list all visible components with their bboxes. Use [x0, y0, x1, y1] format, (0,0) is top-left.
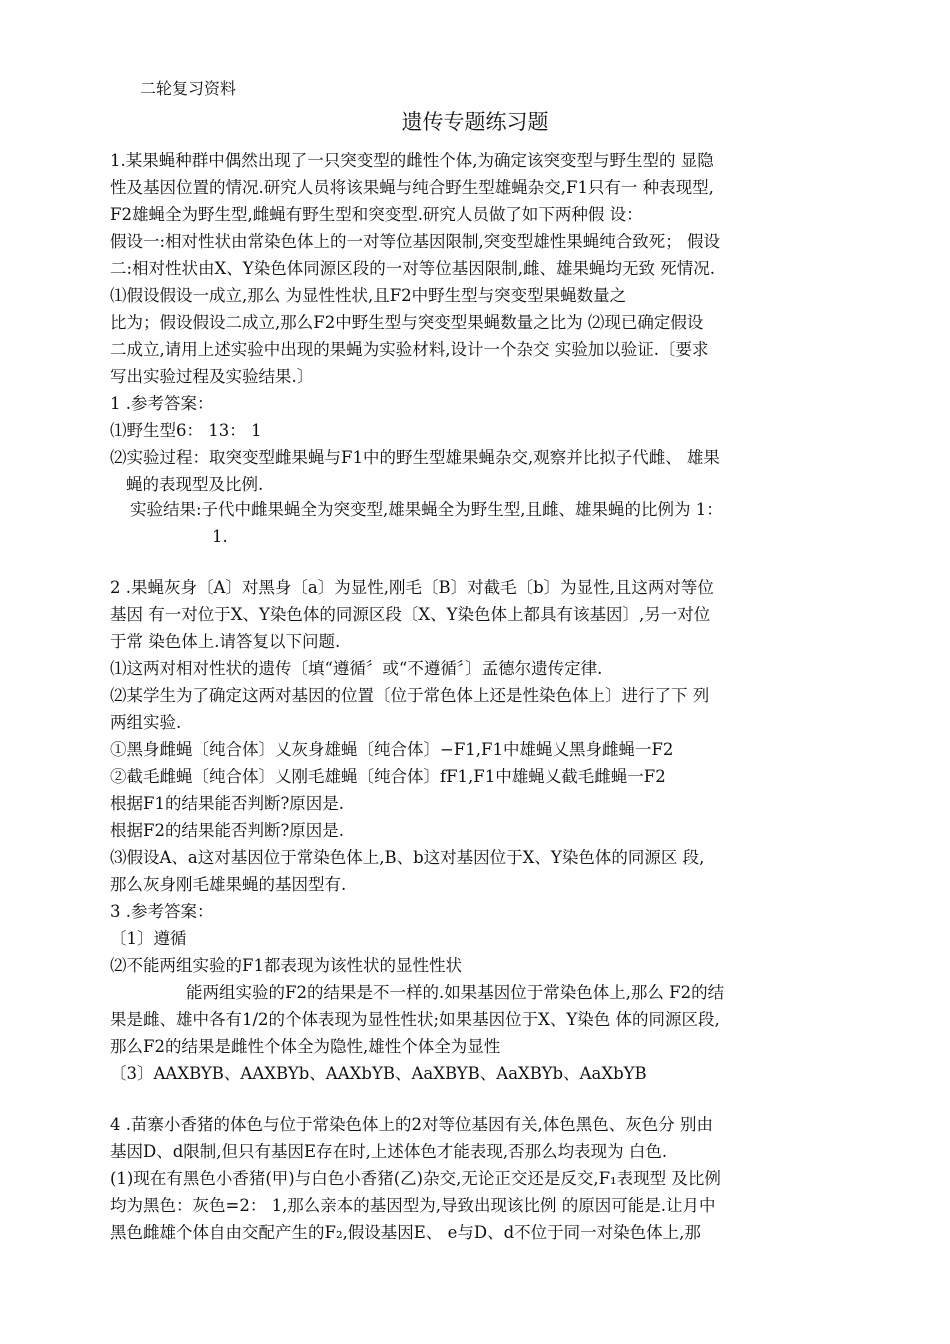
answer-heading: 3 .参考答案： — [110, 902, 214, 921]
text-line: 果是雌、雄中各有1/2的个体表现为显性性状;如果基因位于X、Y染色 体的同源区段, — [110, 1010, 720, 1029]
text-line: 基因D、d限制,但只有基因E存在时,上述体色才能表现,否那么均表现为 白色. — [110, 1142, 668, 1161]
page-title: 遗传专题练习题 — [401, 110, 549, 134]
text-line: 那么F2的结果是雌性个体全为隐性,雄性个体全为显性 — [110, 1037, 501, 1056]
text-line: 根据F2的结果能否判断?原因是. — [110, 821, 345, 840]
text-line: 基因 有一对位于X、Y染色体的同源区段〔X、Y染色体上都具有该基因〕,另一对位 — [110, 605, 711, 624]
text-line: 能两组实验的F2的结果是不一样的.如果基因位于常染色体上,那么 F2的结 — [186, 983, 725, 1002]
text-line: 二成立,请用上述实验中出现的果蝇为实验材料,设计一个杂交 实验加以验证.〔要求 — [110, 340, 709, 359]
text-line: F2雄蝇全为野生型,雌蝇有野生型和突变型.研究人员做了如下两种假 设： — [110, 205, 643, 224]
text-line: 1.某果蝇种群中偶然出现了一只突变型的雌性个体,为确定该突变型与野生型的 显隐 — [110, 151, 714, 170]
text-line: 1. — [212, 527, 228, 546]
text-line: ⑶假设A、a这对基因位于常染色体上,B、b这对基因位于X、Y染色体的同源区 段, — [110, 848, 705, 867]
text-line: 假设一:相对性状由常染色体上的一对等位基因限制,突变型雄性果蝇纯合致死； 假设 — [110, 232, 721, 251]
text-line: ①黑身雌蝇〔纯合体〕乂灰身雄蝇〔纯合体〕−F1,F1中雄蝇乂黑身雌蝇一F2 — [110, 740, 674, 759]
text-line: (1)现在有黑色小香猪(甲)与白色小香猪(乙)杂交,无论正交还是反交,F₁表现型 及比例 — [110, 1169, 721, 1188]
text-line: 性及基因位置的情况.研究人员将该果蝇与纯合野生型雄蝇杂交,F1只有一 种表现型, — [110, 178, 714, 197]
text-line: 二:相对性状由X、Y染色体同源区段的一对等位基因限制,雌、雄果蝇均无致 死情况. — [110, 259, 715, 278]
text-line: 〔1〕遵循 — [110, 929, 187, 948]
text-line: ⑵某学生为了确定这两对基因的位置〔位于常色体上还是性染色体上〕进行了下 列 — [110, 686, 710, 705]
text-line: ⑴野生型6： 13： 1 — [110, 421, 262, 440]
text-line: 于常 染色体上.请答复以下问题. — [110, 632, 341, 651]
text-line: ②截毛雌蝇〔纯合体〕乂刚毛雄蝇〔纯合体〕fF1,F1中雄蝇乂截毛雌蝇一F2 — [110, 767, 666, 786]
text-line: 蝇的表现型及比例. — [126, 475, 264, 494]
text-line: 实验结果:子代中雌果蝇全为突变型,雄果蝇全为野生型,且雌、雄果蝇的比例为 1： — [130, 500, 723, 519]
answer-heading: 1 .参考答案： — [110, 394, 214, 413]
text-line: 两组实验. — [110, 713, 182, 732]
text-line: ⑴假设假设一成立,那么 为显性性状,且F2中野生型与突变型果蝇数量之 — [110, 286, 627, 305]
text-line: 那么灰身刚毛雄果蝇的基因型有. — [110, 875, 347, 894]
text-line: 黑色雌雄个体自由交配产生的F₂,假设基因E、 e与D、d不位于同一对染色体上,那 — [110, 1223, 701, 1242]
text-line: 〔3〕AAXBYB、AAXBYb、AAXbYB、AaXBYB、AaXBYb、AaXbYB — [110, 1064, 647, 1083]
text-line: 均为黑色：灰色=2： 1,那么亲本的基因型为,导致出现该比例 的原因可能是.让月中 — [110, 1196, 716, 1215]
text-line: ⑵实验过程：取突变型雌果蝇与F1中的野生型雄果蝇杂交,观察并比拟子代雌、 雄果 — [110, 448, 720, 467]
text-line: 根据F1的结果能否判断?原因是. — [110, 794, 345, 813]
question-text: 4 .苗寨小香猪的体色与位于常染色体上的2对等位基因有关,体色黑色、灰色分 别由 — [110, 1115, 713, 1134]
text-line: 写出实验过程及实验结果.〕 — [110, 367, 314, 386]
text-line: ⑵不能两组实验的F1都表现为该性状的显性性状 — [110, 956, 462, 975]
text-line: 比为；假设假设二成立,那么F2中野生型与突变型果蝇数量之比为 ⑵现已确定假设 — [110, 313, 704, 332]
question-text: 2 .果蝇灰身〔A〕对黑身〔a〕为显性,刚毛〔B〕对截毛〔b〕为显性,且这两对等位 — [110, 578, 714, 597]
header-text: 二轮复习资料 — [140, 79, 237, 98]
text-line: ⑴这两对相对性状的遗传〔填“遵循〞或“不遵循〞〕孟德尔遗传定律. — [110, 659, 603, 678]
